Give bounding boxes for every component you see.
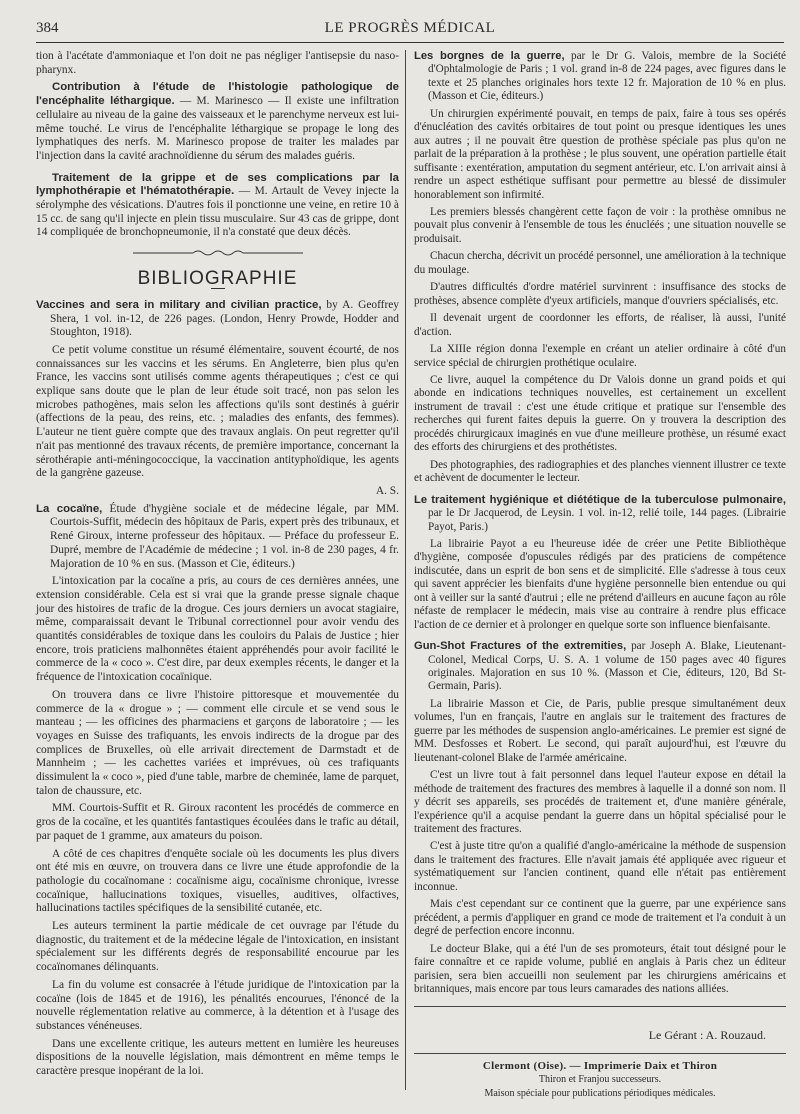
paragraph: MM. Courtois-Suffit et R. Giroux racontent les procédés de commerce en gros de la cocaïne, et les quantités fantastiques écoulées dans le trafic au détail, par paquet de 1 gramme, aux amateurs du poison.	[36, 802, 399, 842]
paragraph: La librairie Masson et Cie, de Paris, publie presque simultanément deux volumes, l'un en français, l'autre en anglais sur le traitement des fractures de guerre par les méthodes de suspension anglo-américaines. Le premier est signé de MM. Desfosses et Robert. Le second, qui paraît aujourd'hui, est l'œuvre du lieutenant-colonel Blake de l'armée américaine.	[414, 697, 786, 764]
book-reference: Étude d'hygiène sociale et de médecine légale, par MM. Courtois-Suffit, médecin des hôpitaux de Paris, expert près des tribunaux, et René Giroux, interne professeur des hôpitaux. — Préface du professeur E. Dupré, membre de l'Académie de médecine ; 1 vol. in-8 de 230 pages, 4 fr. Majoration de 10 % en sus. (Masson et Cie, éditeurs.)	[50, 502, 399, 570]
paragraph: Mais c'est cependant sur ce continent que la guerre, par une expérience sans précédent, a permis d'appliquer en grand ce mode de traitement et l'a conduit à un degré de perfection encore inconnu.	[414, 898, 786, 938]
book-reference: by A. Geoffrey Shera, 1 vol. in-12, de 226 pages. (London, Henry Prowde, Hodder and Stoughton, 1918).	[50, 298, 400, 339]
printer-name: Clermont (Oise). — Imprimerie Daix et Thiron	[482, 1059, 718, 1072]
paragraph: Il devenait urgent de coordonner les efforts, de réaliser, là aussi, l'unité d'action.	[414, 312, 786, 338]
journal-title: LE PROGRÈS MÉDICAL	[324, 20, 496, 36]
book-title: Les borgnes de la guerre,	[414, 50, 565, 62]
paragraph: Dans une excellente critique, les auteurs mettent en lumière les heureuses dispositions de la nouvelle législation, mais démontrent en même temps le caractère presque inopérant de la loi.	[36, 1037, 399, 1078]
ornament-divider	[36, 248, 399, 258]
paragraph: Le docteur Blake, qui a été l'un de ses promoteurs, était tout désigné pour le faire connaître et ce rapide volume, publié en anglais à Paris chez un éditeur parisien, sera bien accueilli non seulement par les chirurgiens américains et britanniques, mais encore par tous leurs camarades des nations alliées.	[414, 942, 786, 995]
gerant-line: Le Gérant : A. Rouzaud.	[648, 1028, 766, 1043]
book-reference: par le Dr Jacquerod, de Leysin. 1 vol. in-12, relié toile, 144 pages. (Librairie Payot, Paris.)	[428, 507, 786, 533]
paragraph: Les auteurs terminent la partie médicale de cet ouvrage par l'étude du diagnostic, du traitement et de la médecine légale de l'intoxication, en insistant spécialement sur les différents degrés de responsabilité encourue par les cocaïnomanes délinquants.	[36, 920, 399, 974]
paragraph: D'autres difficultés d'ordre matériel survinrent : insuffisance des stocks de prothèses, absence complète d'yeux artificiels, manque d'ouvriers spécialisés, etc.	[414, 281, 786, 307]
page-header	[36, 20, 784, 40]
paragraph	[36, 81, 399, 163]
paragraph-body: — M. Marinesco — Il existe une infiltration cellulaire au niveau de la gaine des vaisseaux et le parenchyme nerveux est lui-même touché. Le virus de l'encéphalite léthargique se propage le long des lymphatiques des nerfs. M. Marinesco propose de traiter les malades par l'injection dans la cavité arachnoïdienne du sérum des malades guéris.	[36, 95, 400, 162]
printer-imprint	[414, 1060, 786, 1100]
paragraph: Ce livre, auquel la compétence du Dr Valois donne un grand poids et qui abonde en indications techniques nouvelles, est certainement un excellent instrument de travail : c'est une étude critique et pratique sur l'ensemble des recherches qui furent faites depuis la guerre. On y trouvera la description des procédés chirurgicaux imaginés en vue d'une meilleure prothèse, un résumé exact des efforts des chirurgiens et des prothétistes.	[414, 373, 786, 454]
book-title: Le traitement hygiénique et diététique de la tuberculose pulmonaire,	[414, 493, 786, 506]
bibliography-entry-heading	[414, 494, 786, 534]
paragraph: La librairie Payot a eu l'heureuse idée de créer une Petite Bibliothèque d'hygiène, composée d'opuscules rédigés par des praticiens de compétence indiscutée, dans un esprit de bon sens et de simplicité. Elle s'adresse à tous ceux qui savent apprécier les bienfaits d'une hygiène personnelle bien entendue ou qui ont à veiller sur la santé d'autrui ; elle ne prétend d'ailleurs en aucune façon au rôle néfaste de remplacer le médecin, mais vise au contraire à rendre plus efficace l'action de ce dernier et à prolonger en quelque sorte son influence bienfaisante.	[414, 537, 786, 631]
paragraph: A côté de ces chapitres d'enquête sociale où les documents les plus divers ont été mis en œuvre, on trouvera dans ce livre une étude approfondie de la pathologie du cocaïnomane : cocaïnisme aigu, cocaïnisme chronique, ivresse cocaïnique, hallucinations toxiques, visuelles, auditives, olfactives, hallucinations tactiles spécifiques de la sensibilité cutanée, etc.	[36, 847, 399, 915]
section-heading: Traitement de la grippe et de ses complications par la lymphothérapie et l'hématothérapie.	[36, 171, 399, 198]
section-heading: Contribution à l'étude de l'histologie pathologique de l'encéphalite léthargique.	[36, 81, 399, 108]
header-rule	[36, 42, 784, 43]
bibliography-entry-heading	[414, 640, 786, 694]
book-reference: par Joseph A. Blake, Lieutenant-Colonel, Medical Corps, U. S. A. 1 volume de 150 pages avec 40 figures originales. Majoration en sus 10 %. (Masson et Cie, éditeurs, 120, Bd St-Germain, Paris).	[428, 640, 787, 693]
paragraph: La fin du volume est consacrée à l'étude juridique de l'intoxication par la cocaïne (lois de 1845 et de 1916), les pénalités encourues, l'énoncé de la nouvelle réglementation relative au commerce, à la détention et à l'usage des substances vénéneuses.	[36, 978, 399, 1032]
paragraph: On trouvera dans ce livre l'histoire pittoresque et mouvementée du commerce de la « drogue » ; — comment elle circule et se vend sous le manteau ; — les officines des pharmaciens et garçons de laboratoire ; — les voyages en Suisse des trafiquants, les envois indirects de la drogue par des complices de Bruxelles, où elle arrivait directement de Darmstadt et de Mannheim ; — les cachettes variées et imprévues, où ces trafiquants dissimulent la « coco », pied d'une table, marbre de cheminée, lame de parquet, talon de chaussure, etc.	[36, 688, 399, 797]
paragraph: C'est un livre tout à fait personnel dans lequel l'auteur expose en détail la méthode de traitement des fractures des membres à laquelle il a donné son nom. Il y décrit ses appareils, ses procédés de traitement et, d'une manière générale, l'expérience qu'il a acquise pendant la guerre dans un hôpital spécialisé pour le traitement des fractures.	[414, 769, 786, 836]
printer-specialty: Maison spéciale pour publications périodiques médicales.	[484, 1087, 716, 1099]
printer-successors: Thiron et Franjou successeurs.	[538, 1074, 662, 1086]
paragraph: Chacun chercha, décrivit un procédé personnel, une amélioration à la technique du moulage.	[414, 250, 786, 276]
paragraph: Les premiers blessés changèrent cette façon de voir : la prothèse omnibus ne pouvait plus convenir à l'ensemble de tous les énucléés ; une situation nouvelle se produisait.	[414, 205, 786, 245]
page-number: 384	[36, 20, 59, 36]
bibliography-entry-heading	[414, 50, 786, 104]
column-divider	[405, 50, 406, 1090]
paragraph	[36, 172, 399, 241]
paragraph: Des photographies, des radiographies et des planches viennent illustrer ce texte et achèvent de documenter le lecteur.	[414, 458, 786, 485]
right-column	[414, 50, 786, 1100]
review-signature: A. S.	[375, 484, 399, 497]
bibliography-title: BIBLIOGRAPHIE	[137, 268, 298, 290]
bibliography-entry-heading	[36, 299, 399, 340]
book-title: Vaccines and sera in military and civilian practice,	[36, 298, 322, 311]
paragraph: L'intoxication par la cocaïne a pris, au cours de ces dernières années, une extension considérable. Cela est si vrai que la grande presse signale chaque jour des histoires de trafic de la drogue. Ces jours derniers un avocat stagiaire, même, comparaissait devant le Tribunal correctionnel pour avoir vendu des quantités considérables de toxique dans les couloirs du Palais de Justice ; hier encore, trois praticiens malhonnêtes étaient appréhendés pour avoir facilité le commerce de la « coco ». C'est dire, par deux exemples récents, le danger et la fréquence de l'intoxication cocaïnique.	[36, 575, 399, 684]
paragraph: La XIIIe région donna l'exemple en créant un atelier ordinaire à côté d'un service spécial de chirurgien prothétique oculaire.	[414, 343, 786, 369]
paragraph: Un chirurgien expérimenté pouvait, en temps de paix, faire à tous ses opérés d'énucléation des cavités orbitaires de tout point ou presque identiques les unes aux autres ; il ne pouvait être question de prothèse spéciale pas plus qu'on ne parlait de la préparation à la prothèse ; le plus souvent, une opération partielle était suffisante : exentération, amputation du segment antérieur, etc. L'on arrivait ainsi à rendre un aspect esthétique suffisant pour permettre au blessé de dissimuler honorablement son infirmité.	[414, 107, 786, 201]
footer-rule	[414, 1006, 786, 1007]
paragraph: C'est à juste titre qu'on a qualifié d'anglo-américaine la méthode de suspension dans le traitement des fractures. Elle n'avait jamais été appliquée avec rigueur et systématiquement sur l'ancien continent, quand elle n'était pas entièrement inconnue.	[414, 840, 786, 893]
book-title: Gun-Shot Fractures of the extremities,	[414, 640, 627, 653]
book-reference: par le Dr G. Valois, membre de la Société d'Ophtalmologie de Paris ; 1 vol. grand in-8 de 224 pages, avec figures dans le texte et 25 planches originales hors texte 12 fr. Majoration de 10 % en plus. (Masson et Cie, éditeurs.)	[428, 50, 786, 103]
paragraph: tion à l'acétate d'ammoniaque et l'on doit ne pas négliger l'antisepsie du naso-pharynx.	[36, 50, 399, 76]
book-title: La cocaïne,	[36, 502, 103, 515]
footer-rule	[414, 1053, 786, 1054]
left-column	[36, 50, 399, 1083]
paragraph: Ce petit volume constitue un résumé élémentaire, souvent écourté, de nos connaissances sur les vaccins et les sérums. En Angleterre, bien plus qu'en France, les vaccins sont utilisés comme agents thérapeutiques ; c'est ce qui explique sans doute que le plan de leur étude soit tracé, non pas selon les microbes pathogènes, mais selon les affections qu'ils sont destinés à guérir (affections de la peau, des reins, etc. ; maladies des enfants, des femmes). L'auteur ne tient guère compte que des travaux anglais. On peut regretter qu'il n'ait pas mentionné des travaux récents, de première importance, concernant la sérothérapie anti-méningococcique, la vaccination antityphoïdique, les agents de la gangrène gazeuse.	[36, 343, 399, 480]
paragraph-body: — M. Artault de Vevey injecte la sérolymphe des vésications. D'autres fois il ponctionne une veine, en retire 10 à 15 cc. de sang qu'il injecte en plein tissu musculaire. Sur 43 cas de grippe, dont 14 compliquée de bronchopneumonie, il n'a constaté que deux décès.	[36, 185, 399, 239]
bibliography-entry-heading	[36, 503, 399, 572]
